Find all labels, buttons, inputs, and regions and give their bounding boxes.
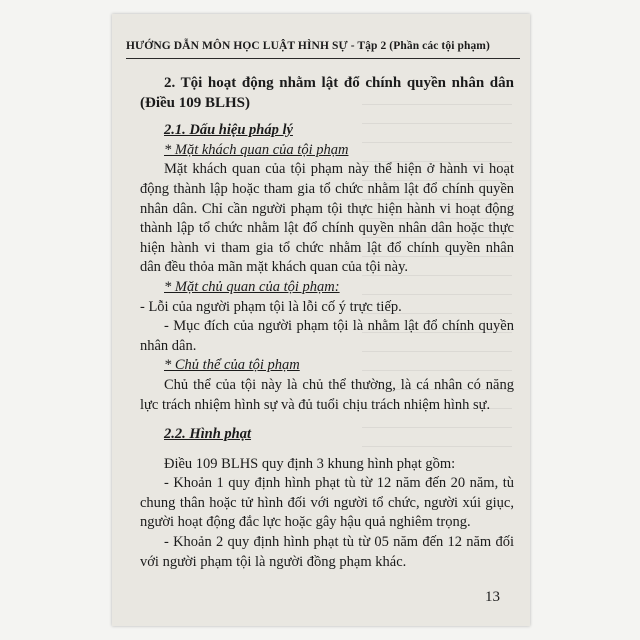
subject-heading-wrap (140, 356, 514, 376)
section-title: 2. Tội hoạt động nhằm lật đổ chính quyền nhân dân (Điều 109 BLHS) (140, 75, 514, 111)
objective-heading: * Mặt khách quan của tội phạm (164, 141, 349, 158)
penalty-intro: Điều 109 BLHS quy định 3 khung hình phạt gồm: (164, 455, 456, 472)
subsection-heading-legal-signs: 2.1. Dấu hiệu pháp lý (164, 122, 293, 139)
book-page (112, 14, 530, 626)
penalty-item: - Khoản 2 quy định hình phạt tù từ 05 năm đến 12 năm đối với người phạm tội là người đồng phạm khác. (140, 534, 514, 570)
penalty-item: - Khoản 1 quy định hình phạt tù từ 12 năm đến 20 năm, tù chung thân hoặc tử hình đối với người tổ chức, người xúi giục, người hoạt động đắc lực hoặc gây hậu quả nghiêm trọng. (140, 475, 514, 531)
body-text (140, 74, 514, 572)
subjective-heading-wrap (140, 278, 514, 298)
subjective-item: - Lỗi của người phạm tội là lỗi cố ý trực tiếp. (140, 298, 402, 315)
page-number: 13 (485, 589, 500, 605)
subsection-heading-wrap (140, 425, 514, 445)
running-header: HƯỚNG DẪN MÔN HỌC LUẬT HÌNH SỰ - Tập 2 (Phần các tội phạm) (126, 40, 490, 52)
subjective-item: - Mục đích của người phạm tội là nhằm lật đổ chính quyền nhân dân. (140, 318, 514, 354)
objective-heading-wrap (140, 141, 514, 161)
header-rule (126, 58, 520, 59)
subjective-heading: * Mặt chủ quan của tội phạm: (164, 278, 340, 295)
subsection-heading-penalty: 2.2. Hình phạt (164, 426, 252, 443)
objective-paragraph: Mặt khách quan của tội phạm này thể hiện ở hành vi hoạt động thành lập hoặc tham gia tổ chức nhằm lật đổ chính quyền nhân dân. Chỉ cần người phạm tội thực hiện hành vi hoạt động thành lập tổ chức nhằm lật đổ chính quyền nhân dân hoặc thực hiện hành vi tham gia tổ chức nhằm lật đổ chính quyền nhân dân đều thỏa mãn mặt khách quan của tội này. (140, 161, 514, 276)
subject-heading: * Chủ thể của tội phạm (164, 357, 300, 374)
subject-paragraph: Chủ thể của tội này là chủ thể thường, là cá nhân có năng lực trách nhiệm hình sự và đủ tuổi chịu trách nhiệm hình sự. (140, 376, 514, 413)
subsection-heading-wrap (140, 121, 514, 141)
